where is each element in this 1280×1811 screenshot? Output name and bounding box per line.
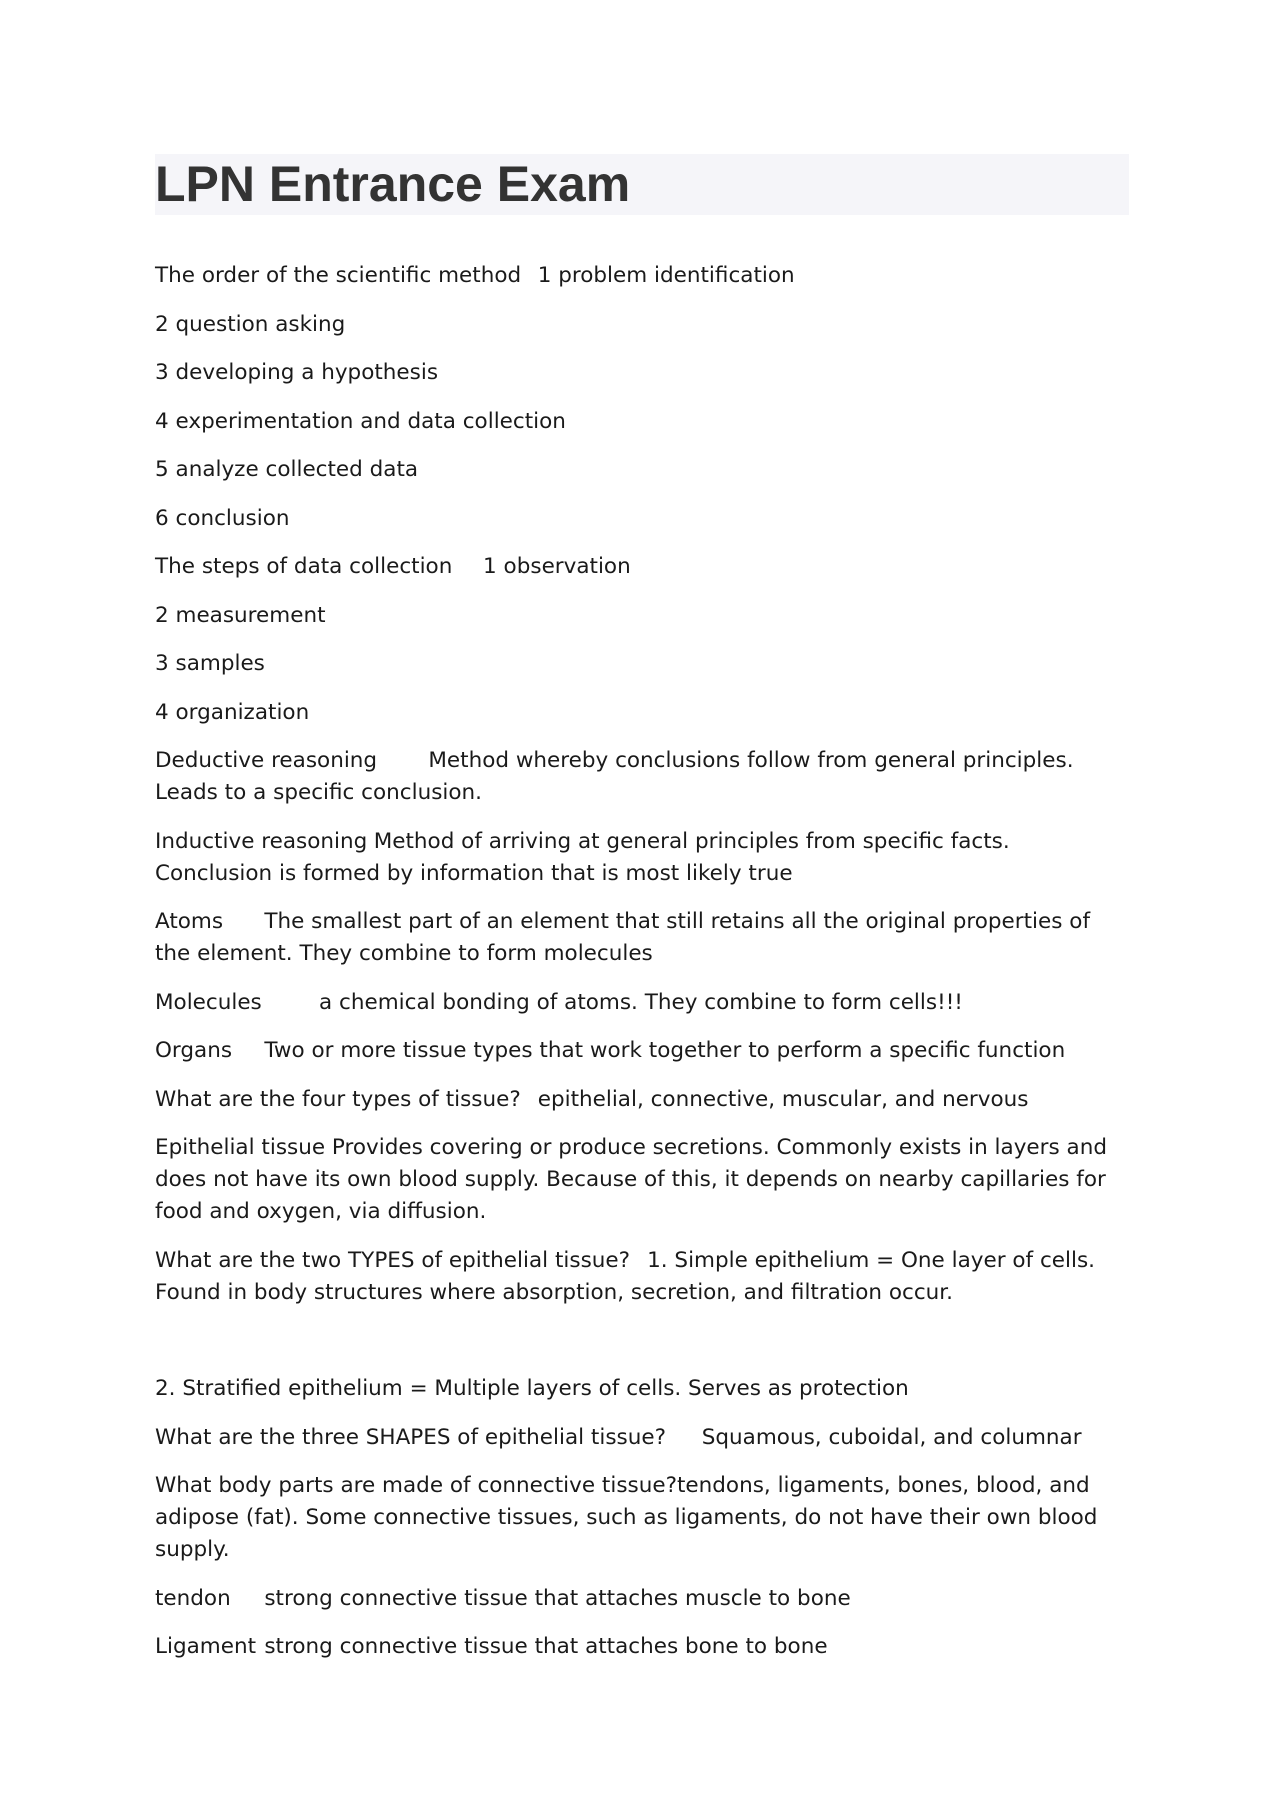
paragraph: 5 analyze collected data [155, 457, 419, 482]
paragraph: 3 samples [155, 651, 265, 676]
paragraph: Inductive reasoning Method of arriving at general principles from specific facts. Conclusion is formed by information that is most likely true [155, 828, 1017, 886]
paragraph: 2. Stratified epithelium = Multiple layers of cells. Serves as protection [155, 1376, 909, 1401]
title-bar [155, 154, 1129, 215]
paragraph-gap [155, 1325, 1129, 1373]
content-bottom [155, 1373, 1129, 1663]
paragraph: 4 organization [155, 699, 310, 725]
paragraph: What body parts are made of connective tissue?tendons, ligaments, bones, blood, and adipose (fat). Some connective tissues, such as ligaments, do not have their own blood supply. [155, 1473, 1105, 1562]
paragraph: 6 conclusion [155, 505, 290, 531]
paragraph: Molecules a chemical bonding of atoms. They combine to form cells!!! [155, 989, 963, 1015]
paragraph: Atoms The smallest part of an element that still retains all the original properties of the element. They combine to form molecules [155, 909, 1097, 966]
paragraph: 2 question asking [155, 311, 346, 337]
paragraph: What are the four types of tissue? epithelial, connective, muscular, and nervous [155, 1086, 1029, 1112]
paragraph: 3 developing a hypothesis [155, 360, 439, 385]
paragraph: What are the two TYPES of epithelial tissue? 1. Simple epithelium = One layer of cells. Found in body structures where absorption, secretion, and filtration occur. [155, 1247, 1102, 1305]
paragraph: The order of the scientific method 1 problem identification [155, 263, 795, 288]
paragraph: Organs Two or more tissue types that work together to perform a specific function [155, 1038, 1066, 1063]
paragraph: The steps of data collection 1 observation [155, 554, 631, 579]
paragraph: What are the three SHAPES of epithelial tissue? Squamous, cuboidal, and columnar [155, 1424, 1082, 1450]
document-title: LPN Entrance Exam [155, 156, 631, 212]
paragraph: 2 measurement [155, 602, 326, 628]
paragraph: tendon strong connective tissue that attaches muscle to bone [155, 1585, 851, 1611]
paragraph: 4 experimentation and data collection [155, 408, 566, 434]
content-top [155, 260, 1129, 1309]
paragraph: Deductive reasoning Method whereby conclusions follow from general principles. Leads to a specific conclusion. [155, 748, 1081, 805]
document-page [155, 154, 1129, 1680]
paragraph: Ligament strong connective tissue that attaches bone to bone [155, 1634, 828, 1659]
paragraph: Epithelial tissue Provides covering or produce secretions. Commonly exists in layers and does not have its own blood supply. Because of this, it depends on nearby capillaries for food and oxygen, via diffusion. [155, 1135, 1114, 1224]
